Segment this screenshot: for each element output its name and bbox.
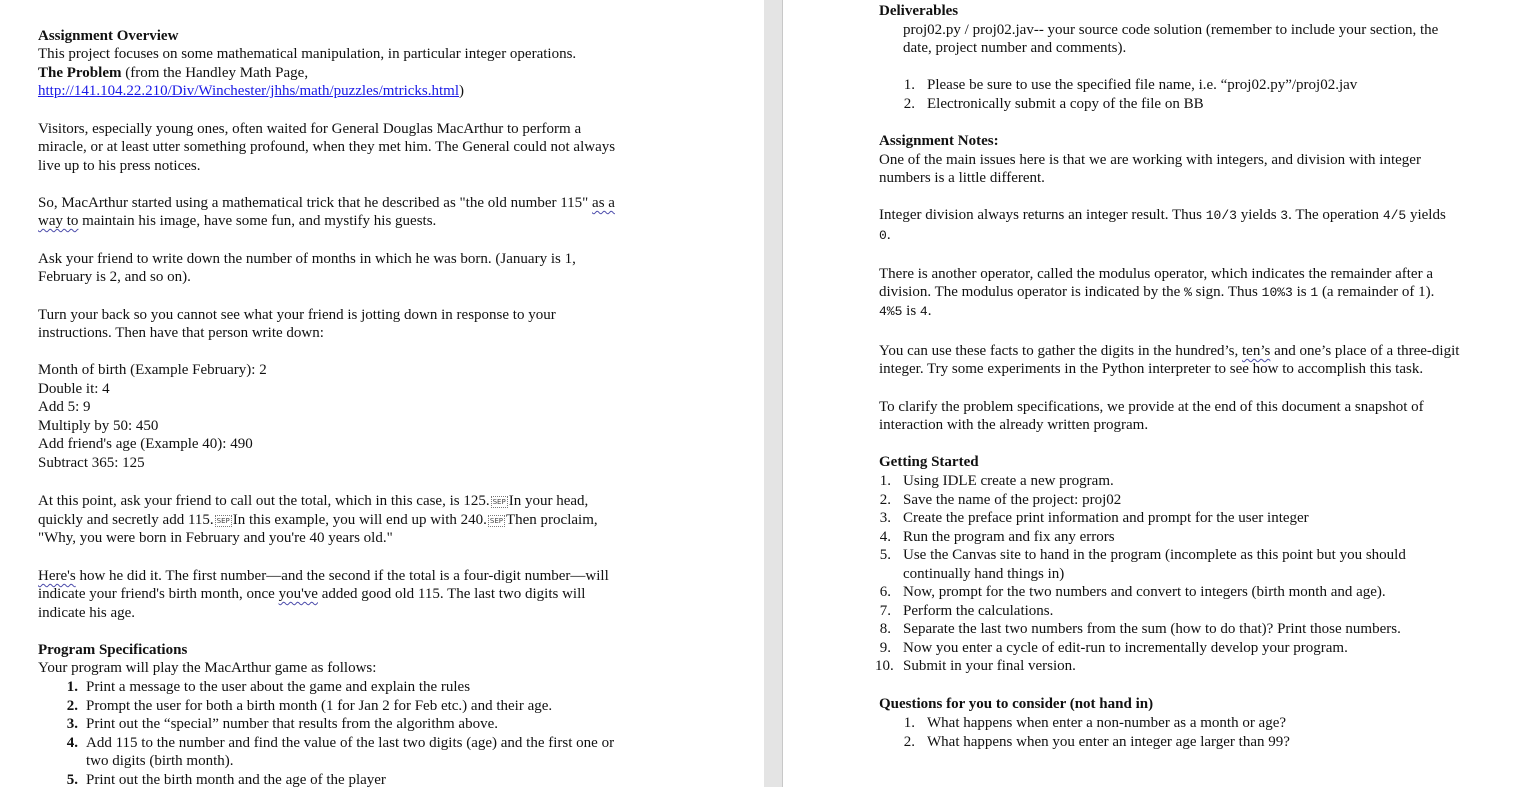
spec-heading: Program Specifications: [38, 642, 188, 658]
division-line-1: [879, 206, 1446, 226]
questions-heading: Questions for you to consider (not hand in): [879, 696, 1154, 712]
getting-started-item: [875, 639, 1406, 658]
getting-started-item-number: 1.: [879, 473, 891, 489]
spec-item: [60, 771, 614, 787]
paragraph-ask-line-2: February is 2, and so on).: [38, 269, 191, 285]
getting-started-item-text: continually hand things in): [903, 565, 1065, 582]
deliverables-heading: Deliverables: [879, 3, 959, 19]
paragraph-total-line-3: "Why, you were born in February and you're 40 years old.": [38, 530, 393, 546]
modulus-text: is: [902, 303, 920, 319]
modulus-text: is: [1292, 284, 1311, 300]
paragraph-how-line-3: indicate his age.: [38, 605, 136, 621]
getting-started-item: [875, 491, 1406, 510]
notes-line-2: numbers is a little different.: [879, 170, 1045, 186]
spec-item-number: 2.: [66, 697, 78, 714]
trick-text-flagged-a: as a: [592, 195, 615, 211]
page-separator: [764, 0, 783, 787]
getting-started-item: [875, 657, 1406, 676]
problem-line: [38, 64, 308, 83]
getting-started-item-number: [875, 565, 891, 584]
modulus-text: (a remainder of 1).: [1318, 284, 1435, 300]
step-item: Add 5: 9: [38, 399, 91, 415]
question-item-number: 1.: [903, 715, 915, 731]
total-text-a: At this point, ask your friend to call out the total, which in this case, is 125.: [38, 493, 490, 509]
spec-item-text: Print a message to the user about the game and explain the rules: [86, 679, 471, 695]
getting-started-item: [875, 509, 1406, 528]
getting-started-item-number: 5.: [879, 547, 891, 563]
spec-item: [60, 734, 614, 753]
getting-started-item-number: 10.: [875, 658, 894, 674]
getting-started-item: [875, 583, 1406, 602]
facts-line-1: [879, 342, 1459, 361]
question-item: [899, 714, 1290, 733]
getting-started-item-number: 4.: [879, 528, 891, 545]
getting-started-item: [875, 472, 1406, 491]
spec-intro: Your program will play the MacArthur game as follows:: [38, 660, 377, 676]
getting-started-item-number: 2.: [879, 491, 891, 508]
total-text-c: quickly and secretly add 115.: [38, 512, 214, 528]
code-snippet: 10%3: [1261, 285, 1293, 300]
getting-started-item: [875, 602, 1406, 621]
spec-item-number: 3.: [66, 716, 78, 732]
how-text-flagged-a: Here's: [38, 568, 76, 584]
spec-item: [60, 697, 614, 716]
division-line-2: [879, 226, 891, 246]
paragraph-visitors-line-3: live up to his press notices.: [38, 158, 201, 174]
deliverables-item-text: Please be sure to use the specified file name, i.e. “proj02.py”/proj02.jav: [927, 77, 1358, 93]
spec-item-continuation: [60, 752, 614, 771]
paragraph-visitors-line-1: Visitors, especially young ones, often waited for General Douglas MacArthur to perform a: [38, 121, 582, 137]
getting-started-item-text: Now you enter a cycle of edit-run to incrementally develop your program.: [903, 639, 1348, 656]
modulus-line-3: [879, 302, 931, 322]
paragraph-turn-line-1: Turn your back so you cannot see what your friend is jotting down in response to your: [38, 307, 556, 323]
deliverables-item-text: Electronically submit a copy of the file on BB: [927, 95, 1204, 112]
modulus-text: sign. Thus: [1191, 284, 1262, 300]
how-text-a: how he did it. The first number—and the second if the total is a four-digit number—will: [75, 568, 609, 584]
getting-started-list: [875, 472, 1406, 676]
facts-text: and one’s place of a three-digit: [1270, 343, 1460, 359]
getting-started-item-text: Perform the calculations.: [903, 602, 1054, 619]
getting-started-item-number: 3.: [879, 510, 891, 526]
deliverables-item-number: 2.: [903, 95, 915, 112]
facts-line-2: integer. Try some experiments in the Python interpreter to see how to accomplish this task.: [879, 361, 1424, 377]
questions-list: [899, 714, 1290, 751]
paragraph-turn-line-2: instructions. Then have that person write down:: [38, 325, 324, 341]
getting-started-item-text: Save the name of the project: proj02: [903, 491, 1122, 508]
step-item: Add friend's age (Example 40): 490: [38, 436, 253, 452]
modulus-text: .: [927, 303, 932, 319]
paragraph-visitors-line-2: miracle, or at least utter something profound, when they met him. The General could not always: [38, 139, 616, 155]
how-text-c: added good old 115. The last two digits will: [317, 586, 586, 602]
getting-started-item-text: Separate the last two numbers from the sum (how to do that)? Print those numbers.: [903, 621, 1401, 637]
deliverables-item: [899, 76, 1357, 95]
getting-started-item-number: 6.: [879, 584, 891, 600]
getting-started-item: [875, 528, 1406, 547]
overview-text: This project focuses on some mathematical manipulation, in particular integer operations.: [38, 46, 577, 62]
right-document-page: [783, 0, 1519, 787]
spec-item-number: 1.: [66, 679, 78, 695]
spec-item-text: Prompt the user for both a birth month (1 for Jan 2 for Feb etc.) and their age.: [86, 697, 553, 714]
getting-started-item-text: Submit in your final version.: [903, 658, 1076, 674]
deliverables-line-1: proj02.py / proj02.jav-- your source code solution (remember to include your section, the: [903, 22, 1439, 38]
how-text-flagged-b: you've: [278, 586, 318, 602]
paragraph-how-line-1: [38, 567, 609, 586]
modulus-text: division. The modulus operator is indicated by the: [879, 284, 1185, 300]
question-item-text: What happens when enter a non-number as a month or age?: [927, 715, 1287, 731]
spec-item-number: 5.: [66, 771, 78, 787]
notes-line-1: One of the main issues here is that we are working with integers, and division with integer: [879, 152, 1421, 168]
paragraph-ask-line-1: Ask your friend to write down the number of months in which he was born. (January is 1,: [38, 251, 576, 267]
clarify-line-2: interaction with the already written program.: [879, 417, 1149, 433]
how-text-b: indicate your friend's birth month, once: [38, 586, 279, 602]
code-snippet: 4: [919, 304, 928, 319]
trick-text-b: maintain his image, have some fun, and mystify his guests.: [78, 213, 437, 229]
step-item: Month of birth (Example February): 2: [38, 362, 267, 378]
code-snippet: 0: [879, 228, 887, 243]
total-text-d: In this example, you will end up with 240.: [232, 512, 487, 528]
division-text: Integer division always returns an integer result. Thus: [879, 207, 1206, 223]
code-snippet: 3: [1280, 208, 1289, 223]
trick-text-a: So, MacArthur started using a mathematical trick that he described as "the old number 115": [38, 195, 589, 211]
deliverables-item: [899, 95, 1357, 114]
question-item-number: 2.: [903, 733, 915, 750]
spec-item-number: 4.: [66, 734, 78, 751]
spec-item-text: Print out the “special” number that results from the algorithm above.: [86, 716, 498, 732]
question-item-text: What happens when you enter an integer age larger than 99?: [927, 733, 1290, 750]
step-item: Double it: 4: [38, 380, 110, 397]
getting-started-item-number: 7.: [879, 602, 891, 619]
modulus-line-2: [879, 283, 1434, 303]
code-snippet: 1: [1310, 285, 1319, 300]
division-text: yields: [1406, 207, 1446, 223]
division-text: yields: [1236, 207, 1281, 223]
spec-item-text: Add 115 to the number and find the value of the last two digits (age) and the first one or: [86, 734, 615, 751]
spec-item: [60, 715, 614, 734]
deliverables-list: [899, 76, 1357, 113]
getting-started-item-text: Using IDLE create a new program.: [903, 473, 1114, 489]
total-text-e: Then proclaim,: [505, 512, 598, 528]
paragraph-trick-line-1: [38, 194, 615, 213]
deliverables-line-2: date, project number and comments).: [903, 40, 1127, 56]
facts-text-flagged: ten’s: [1242, 343, 1271, 359]
question-item: [899, 733, 1290, 752]
code-snippet: 10/3: [1205, 208, 1237, 223]
modulus-line-1: There is another operator, called the modulus operator, which indicates the remainder after a: [879, 266, 1433, 282]
deliverables-item-number: 1.: [903, 77, 915, 93]
step-item: Multiply by 50: 450: [38, 417, 159, 434]
getting-started-item-number: 8.: [879, 621, 891, 637]
paragraph-trick-line-2: [38, 212, 436, 231]
trick-text-flagged-b: way to: [38, 213, 79, 229]
overview-heading: Assignment Overview: [38, 28, 179, 44]
getting-started-item-text: Run the program and fix any errors: [903, 528, 1115, 545]
step-item: Subtract 365: 125: [38, 454, 145, 471]
getting-started-item-text: Now, prompt for the two numbers and convert to integers (birth month and age).: [903, 584, 1386, 600]
getting-started-item-text: Use the Canvas site to hand in the program (incomplete as this point but you should: [903, 547, 1406, 563]
getting-started-item-text: Create the preface print information and prompt for the user integer: [903, 510, 1309, 526]
getting-started-item-number: 9.: [879, 639, 891, 656]
division-text: .: [886, 227, 891, 243]
problem-source: (from the Handley Math Page,: [125, 65, 309, 81]
cropped-header-fragment: [270, 0, 430, 2]
paragraph-total-line-2: [38, 511, 598, 530]
notes-heading: Assignment Notes:: [879, 133, 999, 149]
spec-list: [60, 678, 614, 787]
paragraph-how-line-2: [38, 585, 585, 604]
separator-marker: SEP: [216, 516, 230, 525]
problem-heading: The Problem: [38, 65, 122, 81]
clarify-line-1: To clarify the problem specifications, we provide at the end of this document a snapshot of: [879, 399, 1424, 415]
spec-item-text: Print out the birth month and the age of the player: [86, 771, 386, 787]
problem-link-line: [38, 82, 464, 101]
separator-marker: SEP: [489, 516, 503, 525]
total-text-b: In your head,: [508, 493, 589, 509]
division-text: . The operation: [1288, 207, 1383, 223]
facts-text: You can use these facts to gather the digits in the hundred’s,: [879, 343, 1242, 359]
getting-started-item: [875, 620, 1406, 639]
handley-math-link[interactable]: http://141.104.22.210/Div/Winchester/jhhs/math/puzzles/mtricks.html: [38, 83, 460, 99]
steps-list: [38, 361, 267, 472]
getting-started-item-continuation: [875, 565, 1406, 584]
spec-item-text: two digits (birth month).: [86, 753, 234, 769]
getting-started-heading: Getting Started: [879, 454, 979, 470]
separator-marker: SEP: [492, 497, 506, 506]
spec-item-number: [60, 752, 78, 771]
spec-item: [60, 678, 614, 697]
problem-link-close: ): [459, 83, 465, 99]
code-snippet: %: [1184, 285, 1192, 300]
code-snippet: 4%5: [879, 304, 903, 319]
paragraph-total-line-1: [38, 492, 588, 511]
code-snippet: 4/5: [1382, 208, 1407, 223]
getting-started-item: [875, 546, 1406, 565]
